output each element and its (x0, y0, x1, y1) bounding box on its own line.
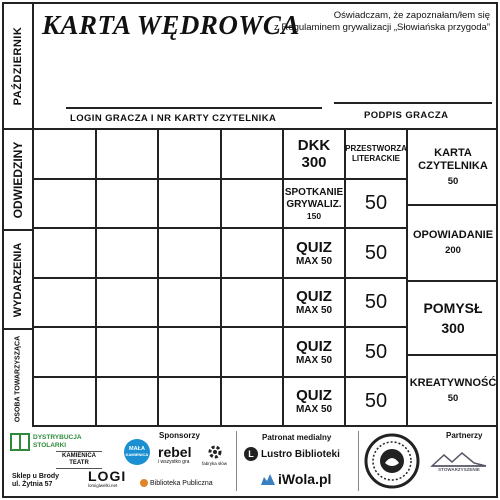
seal-emblem-icon (364, 433, 420, 489)
stowarzyszenie-text: STOWARZYSZENIE (438, 467, 480, 472)
activity-quiz-3[interactable] (284, 328, 346, 378)
stamp-cell[interactable] (222, 279, 285, 329)
lustro-text: Lustro Biblioteki (261, 448, 340, 460)
declaration-line-2: z Regulaminem grywalizacji „Słowiańska przygoda” (274, 22, 490, 33)
stamp-cell[interactable] (222, 229, 285, 279)
shop-name: Sklep u Brody (12, 473, 60, 480)
points-cell[interactable]: 50 (346, 279, 408, 328)
stamp-cell[interactable] (222, 328, 285, 378)
activity-points: MAX 50 (295, 354, 333, 366)
points-cell[interactable]: 50 (346, 180, 408, 229)
rebel-logo (158, 445, 191, 465)
reward-idea[interactable] (408, 282, 498, 356)
stamp-cell[interactable] (34, 130, 97, 180)
teatr-text: TEATR (69, 460, 89, 466)
city-shape-icon (260, 472, 276, 486)
partners-heading: Partnerzy (446, 431, 483, 440)
signature-label: PODPIS GRACZA (364, 110, 449, 121)
activity-meeting[interactable] (284, 180, 346, 229)
dystrybucja-text: DYSTRYBUCJA (33, 434, 82, 441)
iwola-text: iWola.pl (278, 471, 332, 487)
footer-separator (236, 431, 237, 491)
login-label: LOGIN GRACZA I NR KARTY CZYTELNIKA (70, 113, 277, 124)
stamp-cell[interactable] (97, 378, 160, 428)
biblioteka-text: Biblioteka Publiczna (150, 479, 213, 487)
window-frame-icon (10, 433, 30, 451)
stamp-grid (34, 130, 284, 427)
stamp-cell[interactable] (222, 130, 285, 180)
literary-spaces-line: PRZESTWORZA (345, 144, 407, 153)
activity-name: QUIZ (296, 238, 332, 256)
gear-icon (206, 443, 224, 461)
rebel-text: rebel (158, 444, 192, 460)
traveler-card (2, 2, 498, 498)
reward-creativity[interactable] (408, 356, 498, 427)
section-visits (4, 130, 34, 229)
login-field-line[interactable] (66, 107, 322, 109)
section-events (4, 229, 34, 328)
mala-text: MAŁA (129, 446, 145, 452)
kamienica-teatr-logo (56, 451, 102, 469)
sponsors-heading: Sponsorzy (159, 431, 200, 440)
section-visits-label: ODWIEDZINY (11, 141, 25, 218)
literary-spaces-line: LITERACKIE (352, 154, 400, 163)
card-title: KARTA WĘDROWCA (42, 10, 300, 40)
activity-quiz-1[interactable] (284, 229, 346, 279)
activity-quiz-2[interactable] (284, 279, 346, 328)
points-cell[interactable]: 50 (346, 229, 408, 279)
reward-library-card[interactable] (408, 130, 498, 206)
iwola-logo (260, 471, 331, 487)
activity-quiz-4[interactable] (284, 378, 346, 427)
reward-story[interactable] (408, 206, 498, 282)
activity-name: QUIZ (296, 288, 332, 305)
activity-name: SPOTKANIE (284, 186, 344, 198)
stamp-cell[interactable] (34, 328, 97, 378)
partner-seal-logo (364, 433, 420, 489)
activity-name: GRYWALIZ. (286, 198, 342, 210)
activity-points: 150 (306, 210, 322, 221)
stamp-cell[interactable] (222, 180, 285, 230)
stamp-cell[interactable] (97, 279, 160, 329)
declaration-text (270, 10, 490, 34)
dystrybucja-stolarki-logo (10, 433, 82, 451)
declaration-line-1: Oświadczam, że zapoznałam/łem się (333, 10, 490, 21)
shop-street: ul. Żytnia 57 (12, 481, 53, 488)
library-dot-icon (140, 479, 148, 487)
section-companion (4, 328, 34, 427)
section-companion-label: OSOBA TOWARZYSZĄCA (14, 335, 22, 422)
stolarki-text: STOLARKI (33, 442, 67, 449)
signature-field-line[interactable] (334, 102, 492, 104)
stamp-cell[interactable] (34, 229, 97, 279)
footer-separator (358, 431, 359, 491)
stamp-cell[interactable] (34, 279, 97, 329)
sponsors-footer (4, 427, 496, 496)
stamp-cell[interactable] (97, 180, 160, 230)
stamp-cell[interactable] (159, 229, 222, 279)
activity-name: QUIZ (296, 387, 332, 404)
month-label: PAŹDZIERNIK (12, 26, 24, 106)
lustro-icon: L (244, 447, 258, 461)
logi-text: LOGI (88, 468, 127, 484)
reward-name: POMYSŁ (423, 299, 483, 316)
stamp-cell[interactable] (97, 229, 160, 279)
stamp-cell[interactable] (97, 130, 160, 180)
rebel-subtext: i wszystko gra (158, 459, 190, 465)
mala-kamienica-logo (124, 439, 150, 465)
logi-logo (88, 469, 126, 488)
points-cell[interactable]: 50 (346, 328, 408, 378)
reward-name: KREATYWNOŚĆ (409, 376, 497, 389)
patronage-heading: Patronat medialny (262, 433, 332, 442)
reward-name: OPOWIADANIE (412, 229, 494, 241)
mala-kamienica-text: KAMIENICA (125, 452, 149, 457)
stamp-cell[interactable] (159, 378, 222, 428)
stamp-cell[interactable] (34, 180, 97, 230)
fabryka-text: fabryka słów (202, 461, 228, 466)
stamp-cell[interactable] (159, 279, 222, 329)
reward-name: KARTA CZYTELNIKA (418, 146, 488, 172)
reward-points: 50 (447, 175, 459, 187)
month-label-box (4, 4, 34, 128)
lustro-biblioteki-logo (244, 447, 340, 461)
stamp-cell[interactable] (34, 378, 97, 428)
reward-points: 50 (447, 392, 459, 404)
reward-points: 300 (441, 319, 465, 336)
stamp-cell[interactable] (159, 180, 222, 230)
activity-dkk[interactable] (284, 130, 346, 180)
stamp-cell[interactable] (222, 378, 285, 428)
activity-name: DKK (297, 137, 331, 154)
stamp-cell[interactable] (159, 328, 222, 378)
mountains-icon (430, 451, 488, 467)
reward-points: 200 (445, 245, 461, 256)
activity-points: 300 (301, 154, 327, 171)
stamp-cell[interactable] (159, 130, 222, 180)
fabryka-slow-logo (202, 443, 227, 466)
activity-points: MAX 50 (295, 305, 333, 316)
stowarzyszenie-logo (430, 451, 488, 472)
points-cell[interactable]: 50 (346, 378, 408, 427)
logi-subtext: lomigiwelki.net (88, 483, 118, 488)
biblioteka-publiczna-logo (140, 479, 213, 487)
activity-points: MAX 50 (295, 404, 333, 415)
activity-points: MAX 50 (295, 255, 333, 267)
stamp-cell[interactable] (97, 328, 160, 378)
section-events-label: WYDARZENIA (12, 242, 24, 317)
literary-spaces-header (346, 130, 408, 180)
kamienica-text: KAMIENICA (62, 453, 96, 459)
sklep-address (12, 473, 59, 489)
activity-name: QUIZ (296, 337, 332, 355)
